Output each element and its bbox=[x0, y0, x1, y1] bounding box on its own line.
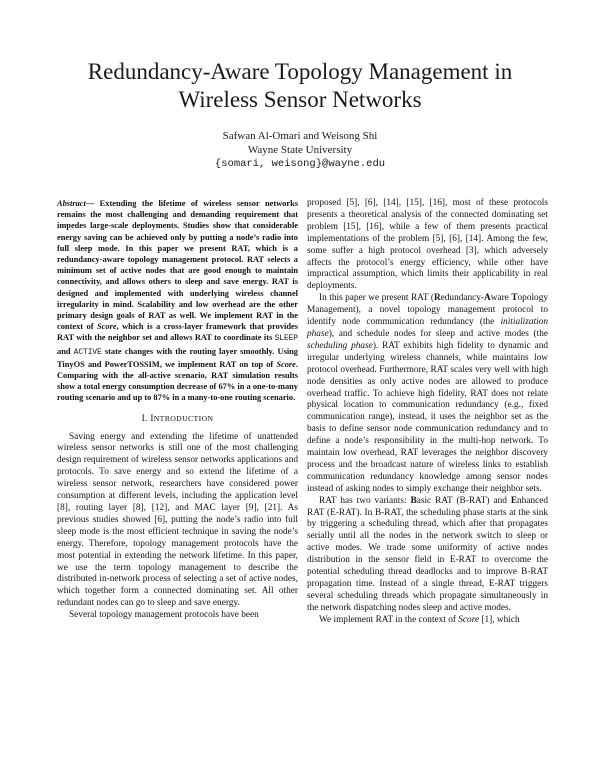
abstract-dash: — bbox=[85, 199, 100, 208]
abstract-text-2: , which is a cross-layer framework that provides RAT with the neighbor set and allows RAT to coordinate its bbox=[57, 322, 298, 343]
abstract-text-1: Extending the lifetime of wireless sensor networks remains the most challenging and demanding requirement that impedes large-scale deployments. Studies show that considerable energy saving can be achieved only by putting a node’s radio into full sleep mode. In this paper we present RAT, which is a redundancy-aware topology management protocol. RAT selects a minimum set of active nodes that are good enough to maintain connectivity, and allows others to sleep and save energy. RAT is designed and implemented with underlying wireless channel irregularity in mind. Scalability and low overhead are the other primary design goals of RAT as well. We implement RAT in the context of bbox=[57, 199, 299, 332]
left-column bbox=[57, 198, 298, 622]
author-email: {somari, weisong}@wayne.edu bbox=[214, 158, 386, 170]
section-rest: NTRODUCTION bbox=[153, 413, 214, 423]
section-heading-introduction bbox=[57, 413, 298, 426]
right-column bbox=[307, 198, 548, 627]
p3-bold-e: E bbox=[510, 495, 518, 506]
intro-paragraph-2: Several topology management protocols have been bbox=[69, 610, 259, 621]
p2-text-d: opology Management), a novel topology management protocol to identify node communication redundancy (the bbox=[307, 293, 548, 328]
p3-text-b: asic RAT (B-RAT) and bbox=[416, 495, 511, 506]
abstract bbox=[57, 198, 298, 404]
abstract-sleep-state: SLEEP bbox=[274, 335, 298, 344]
p2-text-e: ), and schedule nodes for sleep and active modes (the bbox=[328, 328, 548, 339]
abstract-active-state: ACTIVE bbox=[73, 348, 102, 357]
p3-text-a: RAT has two variants: bbox=[319, 495, 411, 506]
section-numeral: I. bbox=[141, 413, 151, 424]
title-line-1: Redundancy-Aware Topology Management in bbox=[87, 59, 513, 84]
p4-text-b: [1], which bbox=[479, 614, 520, 625]
abstract-score-1: Score bbox=[97, 322, 117, 332]
p2-bold-a: A bbox=[484, 293, 491, 304]
p2-text-f: ). RAT exhibits high fidelity to dynamic and irregular underlying wireless channels, while maintains low protocol overhead. Furthermore, RAT scales very well with high node densities as only active nodes are allowed to produce overhead traffic. To achieve high fidelity, RAT does not relate physical location to communication redundancy (e.g., fixed communication range), instead, it uses the neighbor set as the basis to define sensor node communication redundancy and to define a node’s responsibility in the multi-hop network. To maintain low overhead, RAT leverages the neighbor discovery process and the broadcast nature of wireless links to establish communication redundancy knowledge among sensor nodes instead of asking nodes to simply exchange their neighbor sets. bbox=[307, 340, 548, 494]
p2-text-b: edundancy- bbox=[440, 293, 485, 304]
p2-bold-t: T bbox=[511, 293, 518, 304]
right-paragraph-4 bbox=[307, 615, 548, 627]
intro-paragraph-1: Saving energy and extending the lifetime of unattended wireless sensor networks is still one of the most challenging design requirement of wireless sensor networks applications and protocols. To save energy and so extend the lifetime of a wireless sensor network, researchers have considered power consumption at different levels, including the application level [8], routing layer [8], [12], and MAC layer [9], [21]. As previous studies showed [6], putting the node’s radio into full sleep mode is the most efficient technique in saving the node’s energy. Therefore, topology management protocols have the most potential in extending the network lifetime. In this paper, we use the term topology management to describe the distributed in-network process of selecting a set of active nodes, which together form a connected dominating set. All other redundant nodes can go to sleep and save energy. bbox=[57, 431, 298, 609]
p2-bold-r: R bbox=[433, 293, 441, 304]
abstract-score-2: Score bbox=[276, 359, 296, 369]
title-line-2: Wireless Sensor Networks bbox=[178, 87, 422, 112]
right-paragraph-2 bbox=[307, 293, 548, 495]
author-block bbox=[100, 129, 500, 171]
p4-text-a: We implement RAT in the context of bbox=[319, 614, 459, 625]
p3-text-c: nhanced RAT (E-RAT). In B-RAT, the scheduling phase starts at the sink by triggering a scheduling thread, which after that propagates serially until all the nodes in the network switch to sleep or active modes. We trade some uniformity of active nodes distribution in the sensor field in E-RAT to overcome the potential scheduling thread deadlocks and to improve B-RAT propagation time. Instead of a single thread, E-RAT triggers several scheduling threads which propagate simultaneously in the network dispatching nodes sleep and active modes. bbox=[307, 495, 548, 613]
section-initial: I bbox=[150, 413, 154, 424]
right-paragraph-1: proposed [5], [6], [14], [15], [16], most of these protocols presents a theoretical analysis of the connected dominating set problem [15], [16], while a few of them presents practical implementations of the problem [5], [6], [14]. Among the few, some suffer a high protocol overhead [3], which adversely affects the protocol’s energy efficiency, while other have impractical assumption, which limits their applicability in real deployments. bbox=[307, 198, 548, 292]
right-paragraph-3 bbox=[307, 496, 548, 615]
p4-score: Score bbox=[458, 614, 480, 625]
paper-title bbox=[40, 58, 560, 114]
author-names: Safwan Al-Omari and Weisong Shi bbox=[222, 130, 378, 142]
abstract-text-4: state changes with the routing layer smoothly. Using TinyOS and PowerTOSSIM, we implement RAT on top of bbox=[57, 346, 298, 369]
abstract-text-3: and bbox=[57, 346, 74, 356]
affiliation: Wayne State University bbox=[247, 144, 353, 156]
abstract-label: Abstract bbox=[57, 199, 86, 208]
p2-text-c: ware bbox=[490, 293, 512, 304]
p2-scheduling-phase: scheduling phase bbox=[307, 340, 373, 351]
p3-bold-b: B bbox=[410, 495, 417, 506]
p2-initialization-phase: initialization phase bbox=[307, 317, 548, 339]
abstract-text-5: . Comparing with the all-active scenario, RAT simulation results show a total energy consumption decrease of 67% in a one-to-many routing scenario and up to 87% in a many-to-one routing scenario. bbox=[57, 359, 298, 403]
p2-text-a: In this paper we present RAT ( bbox=[319, 293, 434, 304]
